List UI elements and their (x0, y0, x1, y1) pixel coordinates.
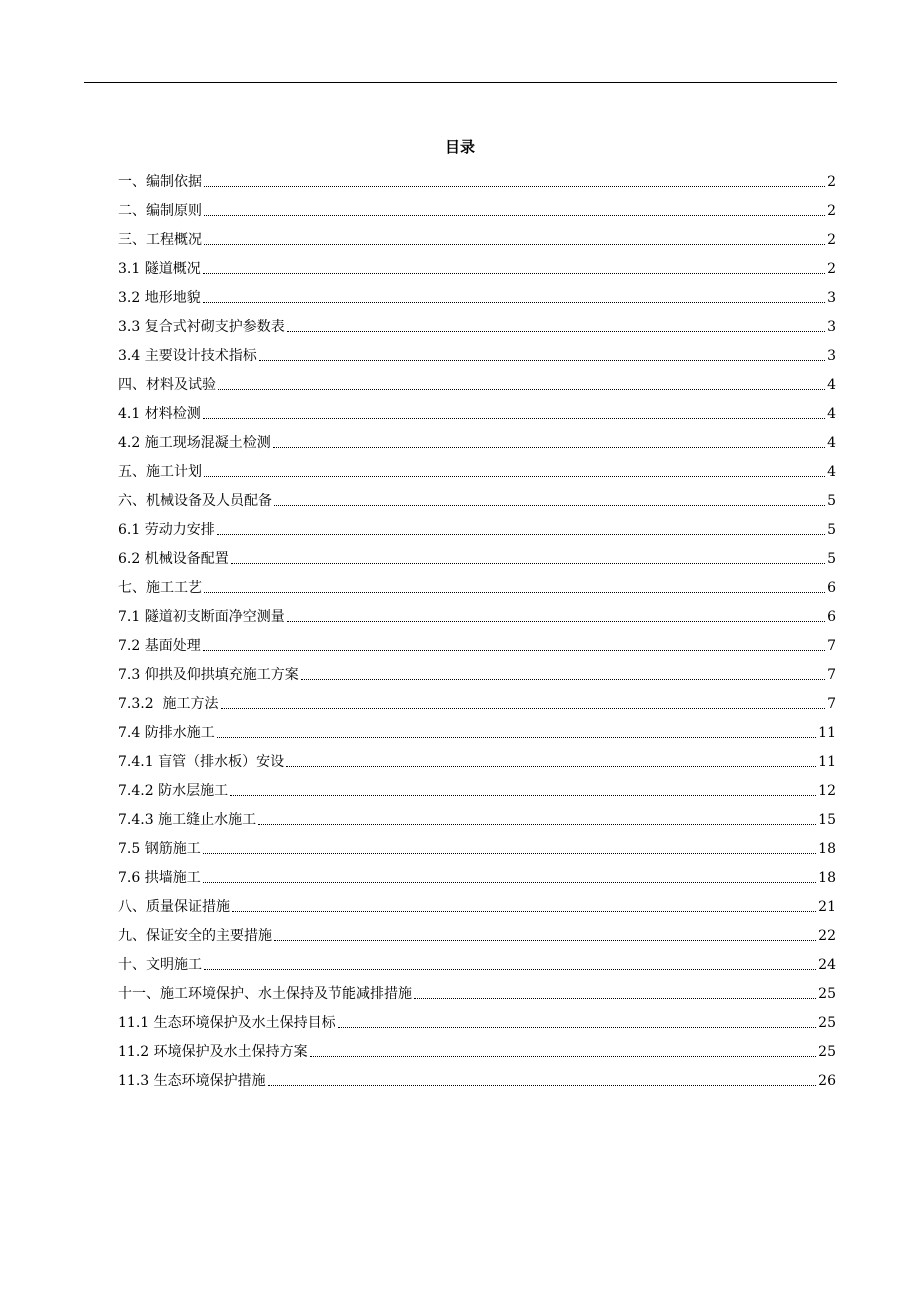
toc-dot-leader (203, 853, 816, 854)
toc-entry-page-number: 25 (818, 1015, 836, 1031)
toc-entry-page-number: 22 (818, 928, 836, 944)
toc-entry-page-number: 7 (827, 667, 836, 683)
toc-entry-label: 7.3 仰拱及仰拱填充施工方案 (118, 667, 299, 683)
toc-dot-leader (310, 1056, 817, 1057)
toc-entry[interactable] (118, 423, 836, 452)
toc-entry[interactable] (118, 365, 836, 394)
toc-entry-label: 七、施工工艺 (118, 580, 202, 596)
toc-dot-leader (217, 534, 825, 535)
toc-entry-label: 二、编制原则 (118, 203, 202, 219)
toc-dot-leader (218, 389, 825, 390)
toc-entry[interactable] (118, 1032, 836, 1061)
toc-entry-label: 八、质量保证措施 (118, 899, 230, 915)
toc-dot-leader (232, 911, 816, 912)
toc-entry-label: 7.5 钢筋施工 (118, 841, 201, 857)
toc-dot-leader (274, 505, 825, 506)
toc-entry-page-number: 11 (818, 725, 836, 741)
toc-entry[interactable] (118, 829, 836, 858)
toc-entry-page-number: 21 (818, 899, 836, 915)
toc-dot-leader (287, 621, 825, 622)
toc-entry[interactable] (118, 394, 836, 423)
toc-entry-page-number: 25 (818, 1044, 836, 1060)
toc-entry-page-number: 2 (827, 232, 836, 248)
toc-entry-page-number: 18 (818, 841, 836, 857)
toc-entry-page-number: 3 (827, 290, 836, 306)
toc-entry[interactable] (118, 858, 836, 887)
toc-dot-leader (203, 418, 825, 419)
toc-entry[interactable] (118, 539, 836, 568)
toc-entry[interactable] (118, 800, 836, 829)
toc-dot-leader (217, 737, 816, 738)
toc-entry[interactable] (118, 307, 836, 336)
toc-dot-leader (203, 273, 825, 274)
toc-entry[interactable] (118, 278, 836, 307)
toc-entry[interactable] (118, 568, 836, 597)
toc-dot-leader (274, 940, 816, 941)
toc-dot-leader (204, 476, 825, 477)
toc-entry-page-number: 6 (827, 580, 836, 596)
toc-entry-page-number: 15 (818, 812, 836, 828)
toc-dot-leader (287, 331, 825, 332)
toc-entry-page-number: 3 (827, 319, 836, 335)
toc-dot-leader (231, 563, 825, 564)
toc-dot-leader (259, 360, 825, 361)
toc-entry-page-number: 11 (818, 754, 836, 770)
toc-dot-leader (338, 1027, 817, 1028)
toc-entry-page-number: 6 (827, 609, 836, 625)
toc-dot-leader (273, 447, 825, 448)
toc-entry[interactable] (118, 945, 836, 974)
toc-entry-page-number: 4 (827, 377, 836, 393)
toc-entry[interactable] (118, 887, 836, 916)
header-rule (84, 82, 837, 83)
toc-entry-label: 7.6 拱墙施工 (118, 870, 201, 886)
toc-dot-leader (258, 824, 816, 825)
toc-entry-page-number: 2 (827, 174, 836, 190)
toc-entry-label: 7.2 基面处理 (118, 638, 201, 654)
toc-entry[interactable] (118, 713, 836, 742)
toc-entry-label: 7.3.2 施工方法 (118, 696, 219, 712)
toc-dot-leader (204, 969, 816, 970)
toc-entry-label: 九、保证安全的主要措施 (118, 928, 272, 944)
toc-entry-label: 11.3 生态环境保护措施 (118, 1073, 266, 1089)
toc-dot-leader (414, 998, 816, 999)
toc-dot-leader (286, 766, 816, 767)
toc-dot-leader (221, 708, 826, 709)
toc-dot-leader (301, 679, 825, 680)
toc-entry[interactable] (118, 162, 836, 191)
toc-entry-page-number: 3 (827, 348, 836, 364)
toc-entry-page-number: 18 (818, 870, 836, 886)
toc-entry[interactable] (118, 916, 836, 945)
toc-entry[interactable] (118, 249, 836, 278)
toc-entry-label: 6.1 劳动力安排 (118, 522, 215, 538)
toc-entry[interactable] (118, 626, 836, 655)
toc-entry-label: 7.4.3 施工缝止水施工 (118, 812, 257, 828)
toc-entry-label: 3.4 主要设计技术指标 (118, 348, 257, 364)
toc-entry[interactable] (118, 191, 836, 220)
toc-entry-label: 十、文明施工 (118, 957, 202, 973)
toc-dot-leader (203, 882, 816, 883)
toc-entry[interactable] (118, 452, 836, 481)
toc-entry-page-number: 4 (827, 464, 836, 480)
toc-entry-label: 4.1 材料检测 (118, 406, 201, 422)
toc-entry-page-number: 5 (827, 493, 836, 509)
toc-entry[interactable] (118, 597, 836, 626)
toc-entry-label: 11.2 环境保护及水土保持方案 (118, 1044, 308, 1060)
toc-entry[interactable] (118, 220, 836, 249)
toc-entry-page-number: 5 (827, 551, 836, 567)
toc-entry-page-number: 5 (827, 522, 836, 538)
toc-entry[interactable] (118, 510, 836, 539)
toc-entry-label: 十一、施工环境保护、水土保持及节能减排措施 (118, 986, 412, 1002)
toc-entry-label: 3.1 隧道概况 (118, 261, 201, 277)
toc-entry-label: 4.2 施工现场混凝土检测 (118, 435, 271, 451)
toc-entry-label: 7.1 隧道初支断面净空测量 (118, 609, 285, 625)
toc-dot-leader (268, 1085, 817, 1086)
toc-entry-page-number: 2 (827, 203, 836, 219)
toc-entry-label: 3.2 地形地貌 (118, 290, 201, 306)
toc-entry[interactable] (118, 742, 836, 771)
toc-entry-label: 四、材料及试验 (118, 377, 216, 393)
toc-entry-label: 一、编制依据 (118, 174, 202, 190)
toc-entry-page-number: 26 (818, 1073, 836, 1089)
toc-dot-leader (204, 215, 825, 216)
toc-entry[interactable] (118, 336, 836, 365)
toc-entry-label: 7.4.2 防水层施工 (118, 783, 229, 799)
toc-entry-page-number: 24 (818, 957, 836, 973)
toc-entry-label: 三、工程概况 (118, 232, 202, 248)
toc-entry[interactable] (118, 771, 836, 800)
toc-entry-page-number: 25 (818, 986, 836, 1002)
toc-entry-page-number: 4 (827, 435, 836, 451)
toc-entry-page-number: 7 (827, 696, 836, 712)
toc-dot-leader (204, 592, 825, 593)
toc-dot-leader (204, 186, 825, 187)
toc-entry-label: 六、机械设备及人员配备 (118, 493, 272, 509)
table-of-contents (118, 162, 836, 1090)
toc-entry-label: 7.4 防排水施工 (118, 725, 215, 741)
toc-dot-leader (203, 650, 825, 651)
toc-entry-label: 3.3 复合式衬砌支护参数表 (118, 319, 285, 335)
toc-entry[interactable] (118, 684, 836, 713)
toc-entry[interactable] (118, 1003, 836, 1032)
toc-dot-leader (230, 795, 816, 796)
toc-entry[interactable] (118, 1061, 836, 1090)
toc-entry-label: 6.2 机械设备配置 (118, 551, 229, 567)
toc-entry-page-number: 12 (818, 783, 836, 799)
toc-title: 目录 (444, 138, 475, 156)
toc-entry-label: 11.1 生态环境保护及水土保持目标 (118, 1015, 336, 1031)
toc-dot-leader (203, 302, 825, 303)
toc-entry-label: 7.4.1 盲管（排水板）安设 (118, 754, 285, 770)
toc-entry-page-number: 7 (827, 638, 836, 654)
toc-entry[interactable] (118, 974, 836, 1003)
toc-entry-page-number: 4 (827, 406, 836, 422)
toc-entry[interactable] (118, 481, 836, 510)
toc-entry-page-number: 2 (827, 261, 836, 277)
toc-dot-leader (204, 244, 825, 245)
toc-entry[interactable] (118, 655, 836, 684)
toc-entry-label: 五、施工计划 (118, 464, 202, 480)
